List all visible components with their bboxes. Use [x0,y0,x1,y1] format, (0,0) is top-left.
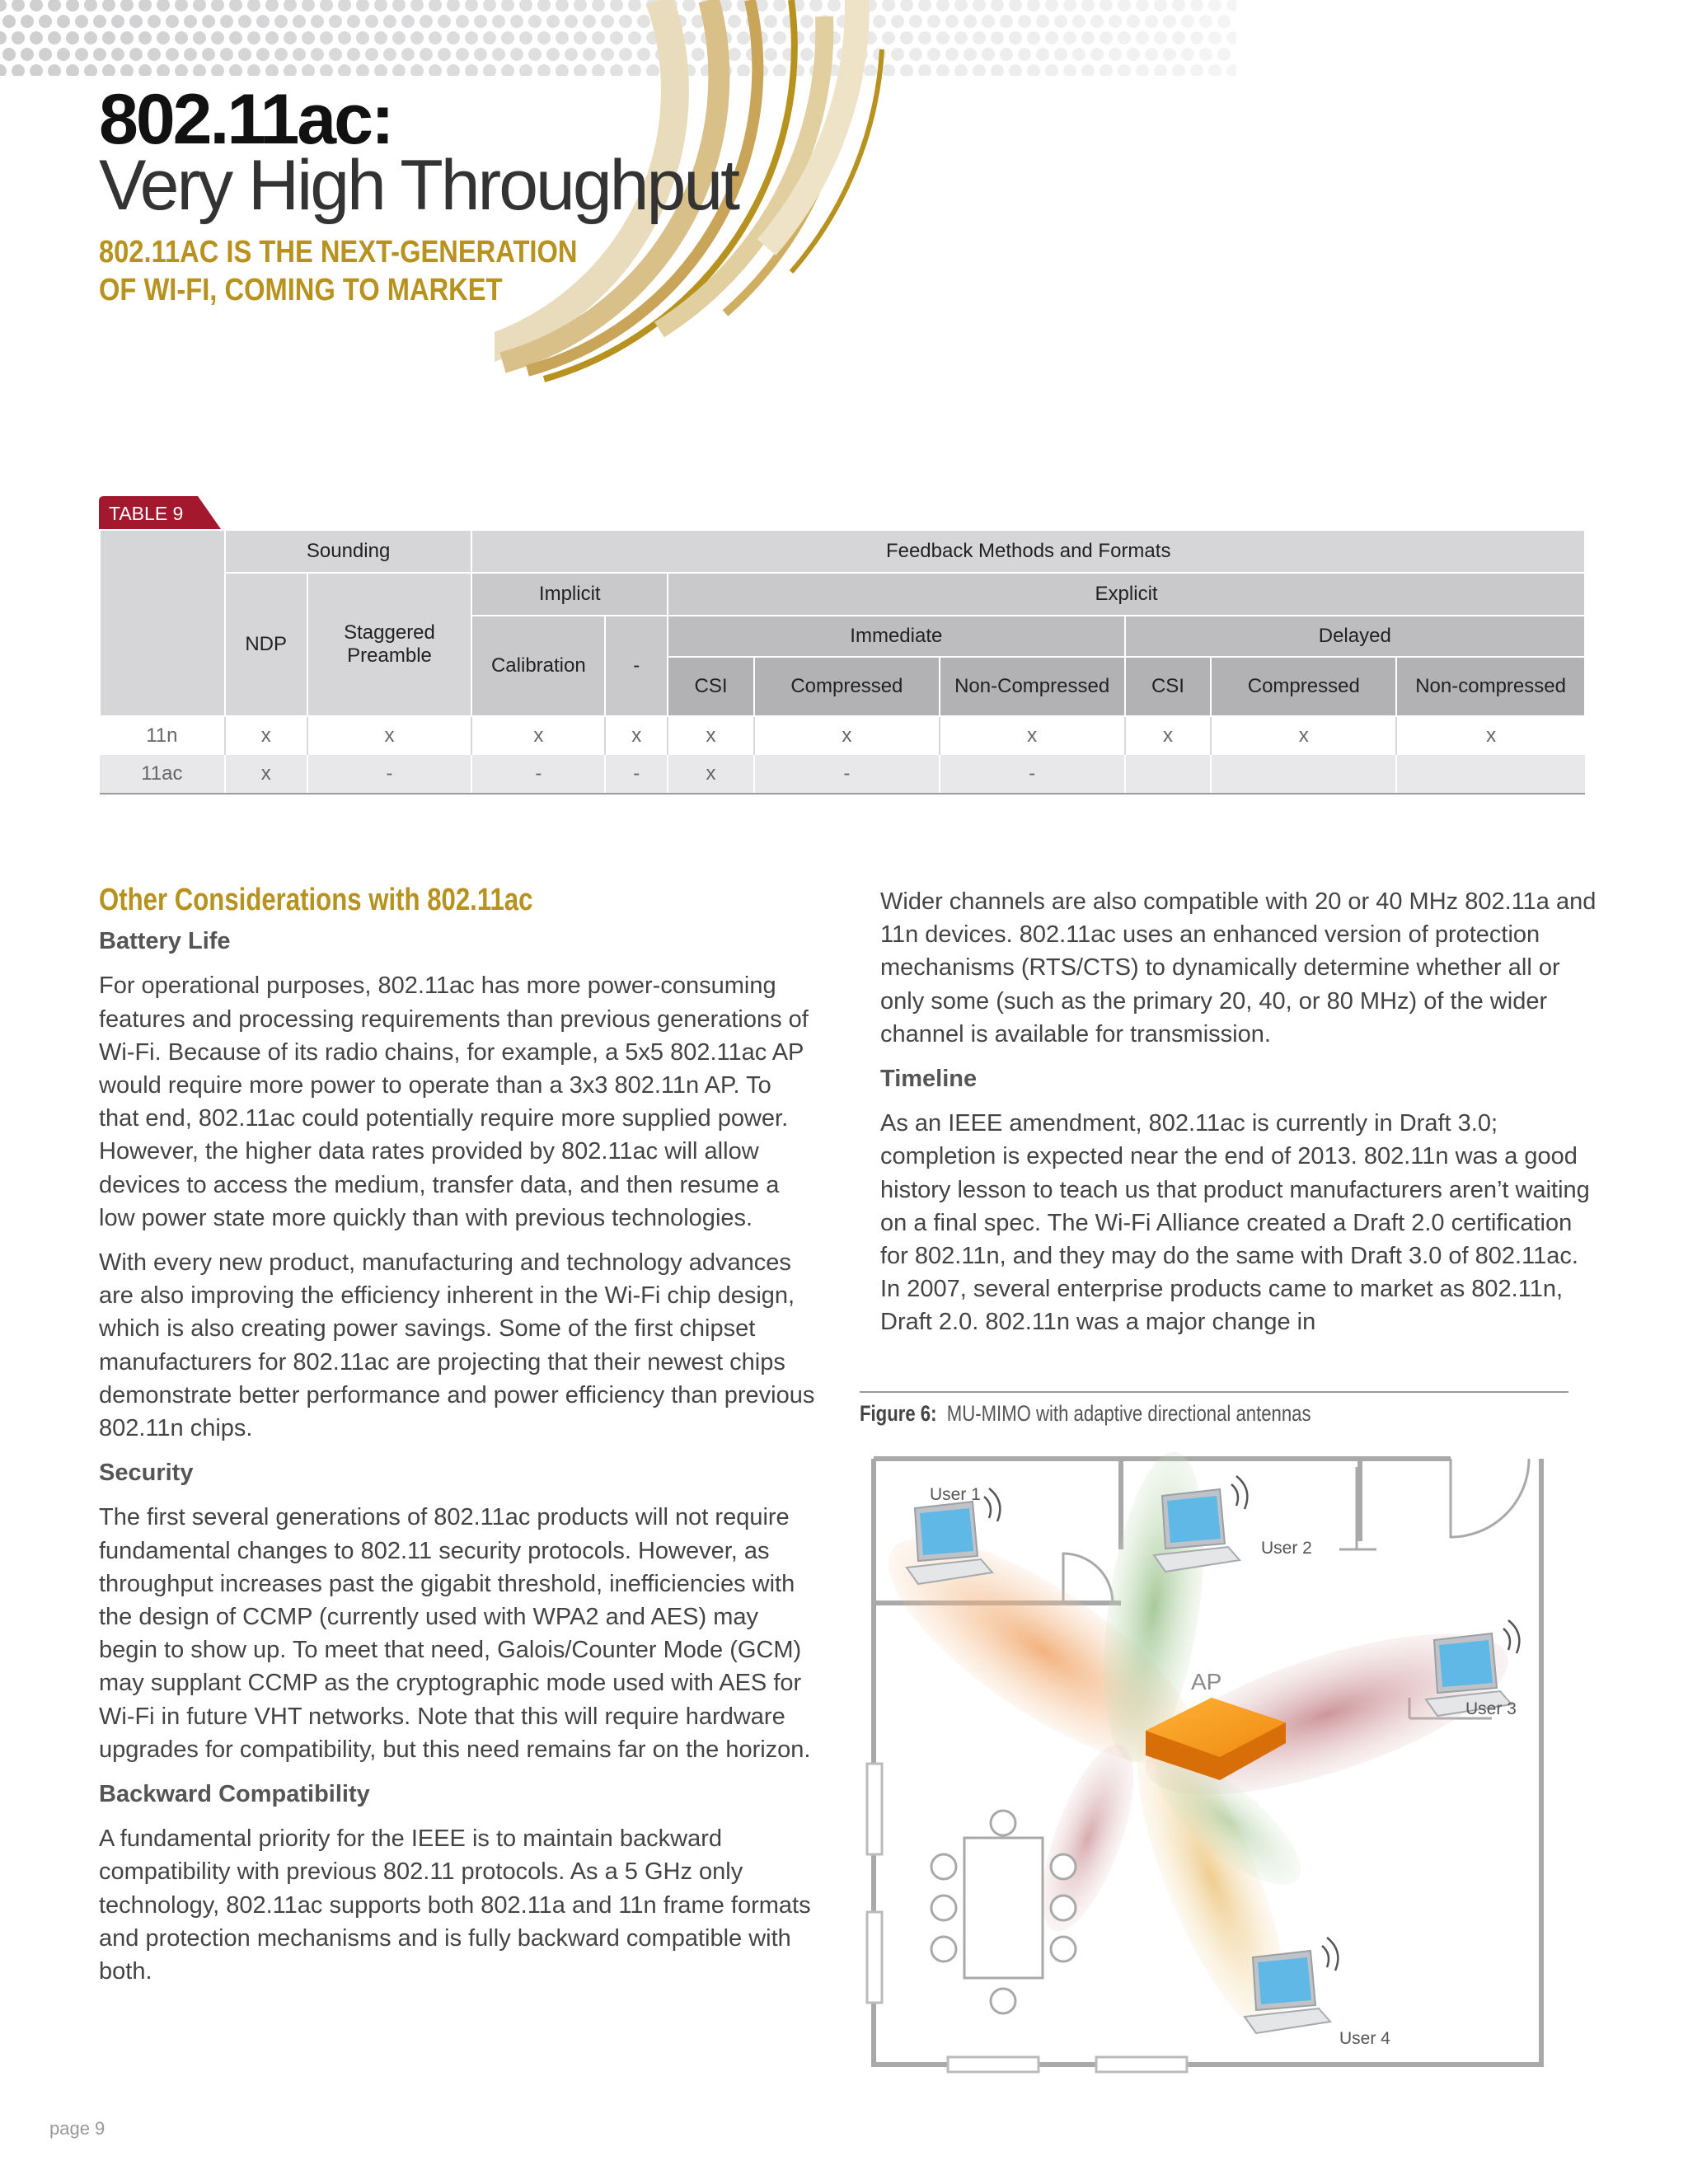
ap-label: AP [1191,1669,1222,1694]
page-number: page 9 [49,2118,106,2139]
table-cell: x [668,755,754,794]
user1-label: User 1 [930,1485,981,1504]
header-col: Non-compressed [1396,657,1585,716]
row-name: 11ac [100,755,225,794]
table-cell: x [225,716,307,755]
table-corner [100,530,225,716]
table-cell: x [225,755,307,794]
table-cell: x [307,716,472,755]
feedback-methods-table [99,529,1586,794]
section-heading: Other Considerations with 802.11ac [99,883,533,917]
table-label: TABLE 9 [109,503,184,524]
security-paragraph: The first several generations of 802.11ac products will not require fundamental changes to 802.11 security protocols. However, as throughput increases past the gigabit threshold, inefficiencies with the design of CCMP (currently used with WPA2 and AES) may begin to show up. To meet that need, Galois/Counter Mode (GCM) may supplant CCMP as the cryptographic mode used with AES for Wi-Fi in future VHT networks. Note that this will require hardware upgrades for compatibility, but this need remains far on the horizon. [99,1504,811,1763]
subtitle-line-1: 802.11AC IS THE NEXT-GENERATION [99,235,578,269]
row-name: 11n [100,716,225,755]
table-cell [1125,755,1212,794]
security-heading: Security [99,1460,194,1487]
table-cell: x [668,716,754,755]
mu-mimo-floorplan [865,1451,1558,2077]
header-col: Compressed [754,657,940,716]
user2-label: User 2 [1261,1539,1312,1558]
header-ndp: NDP [225,573,307,716]
table-cell [1211,755,1396,794]
figure-label: Figure 6: [860,1401,937,1426]
header-feedback: Feedback Methods and Formats [471,530,1585,573]
table-cell: x [940,716,1125,755]
battery-paragraph-2: With every new product, manufacturing and technology advances are also improving the efficiency inherent in the Wi-Fi chip design, which is also creating power savings. Some of the first chipset manufacturers for 802.11ac are projecting that their newest chips demonstrate better performance and power efficiency than previous 802.11n chips. [99,1249,815,1442]
header-explicit: Explicit [668,573,1585,616]
table-cell: - [471,755,605,794]
header-sounding: Sounding [225,530,472,573]
page-title-secondary: Very High Throughput [99,146,738,225]
header-immediate: Immediate [668,616,1124,657]
header-dash: - [605,616,668,716]
timeline-paragraph: As an IEEE amendment, 802.11ac is currently in Draft 3.0; completion is expected near the end of 2013. 802.11n was a good history lesson to teach us that product manufacturers aren’t waiting on a final spec. The Wi-Fi Alliance created a Draft 2.0 certification for 802.11n, and they may do the same with Draft 3.0 of 802.11ac. In 2007, several enterprise products came to market as 802.11n, Draft 2.0. 802.11n was a major change in [880,1110,1590,1336]
figure-caption [860,1391,1568,1427]
battery-heading: Battery Life [99,928,231,955]
channels-paragraph: Wider channels are also compatible with 20 or 40 MHz 802.11a and 11n devices. 802.11ac uses an enhanced version of protection mechanisms (RTS/CTS) to dynamically determine whether all or only some (such as the primary 20, 40, or 80 MHz) of the wider channel is available for transmission. [880,888,1597,1047]
table-cell: x [1125,716,1212,755]
figure-caption-text: MU-MIMO with adaptive directional antennas [946,1401,1311,1426]
left-column [99,883,818,1988]
table-row [100,755,1585,794]
header-col: Non-Compressed [940,657,1125,716]
table-row [100,716,1585,755]
page-subtitle [99,233,581,309]
right-column [880,885,1597,1339]
backward-paragraph: A fundamental priority for the IEEE is to maintain backward compatibility with previous 802.11 protocols. As a 5 GHz only technology, 802.11ac supports both 802.11a and 11n frame formats and protection mechanisms and is fully backward compatible with both. [99,1825,811,1985]
table-cell: - [307,755,472,794]
timeline-heading: Timeline [880,1066,978,1093]
subtitle-line-2: OF WI-FI, COMING TO MARKET [99,273,503,307]
header-calibration: Calibration [471,616,605,716]
table-tab-shape [99,496,223,529]
backward-heading: Backward Compatibility [99,1781,370,1808]
table-cell [1396,755,1585,794]
table-cell: x [754,716,940,755]
table-cell: - [754,755,940,794]
user4-label: User 4 [1339,2029,1390,2048]
table-cell: - [605,755,668,794]
table-cell: x [605,716,668,755]
header-delayed: Delayed [1125,616,1585,657]
header-col: CSI [668,657,754,716]
header-col: CSI [1125,657,1212,716]
table-cell: x [471,716,605,755]
page-title: 802.11ac: [99,80,392,159]
header-implicit: Implicit [471,573,668,616]
table-cell: - [940,755,1125,794]
table-cell: x [1396,716,1585,755]
header-col: Compressed [1211,657,1396,716]
table-cell: x [1211,716,1396,755]
header-staggered-preamble: Staggered Preamble [307,573,472,716]
user3-label: User 3 [1465,1699,1517,1718]
table-label-tab [99,496,223,529]
battery-paragraph-1: For operational purposes, 802.11ac has more power-consuming features and processing requirements than previous generations of Wi-Fi. Because of its radio chains, for example, a 5x5 802.11ac AP would require more power to operate than a 3x3 802.11n AP. To that end, 802.11ac could potentially require more supplied power. However, the higher data rates provided by 802.11ac will allow devices to access the medium, transfer data, and then resume a low power state more quickly than with previous technologies. [99,972,809,1231]
